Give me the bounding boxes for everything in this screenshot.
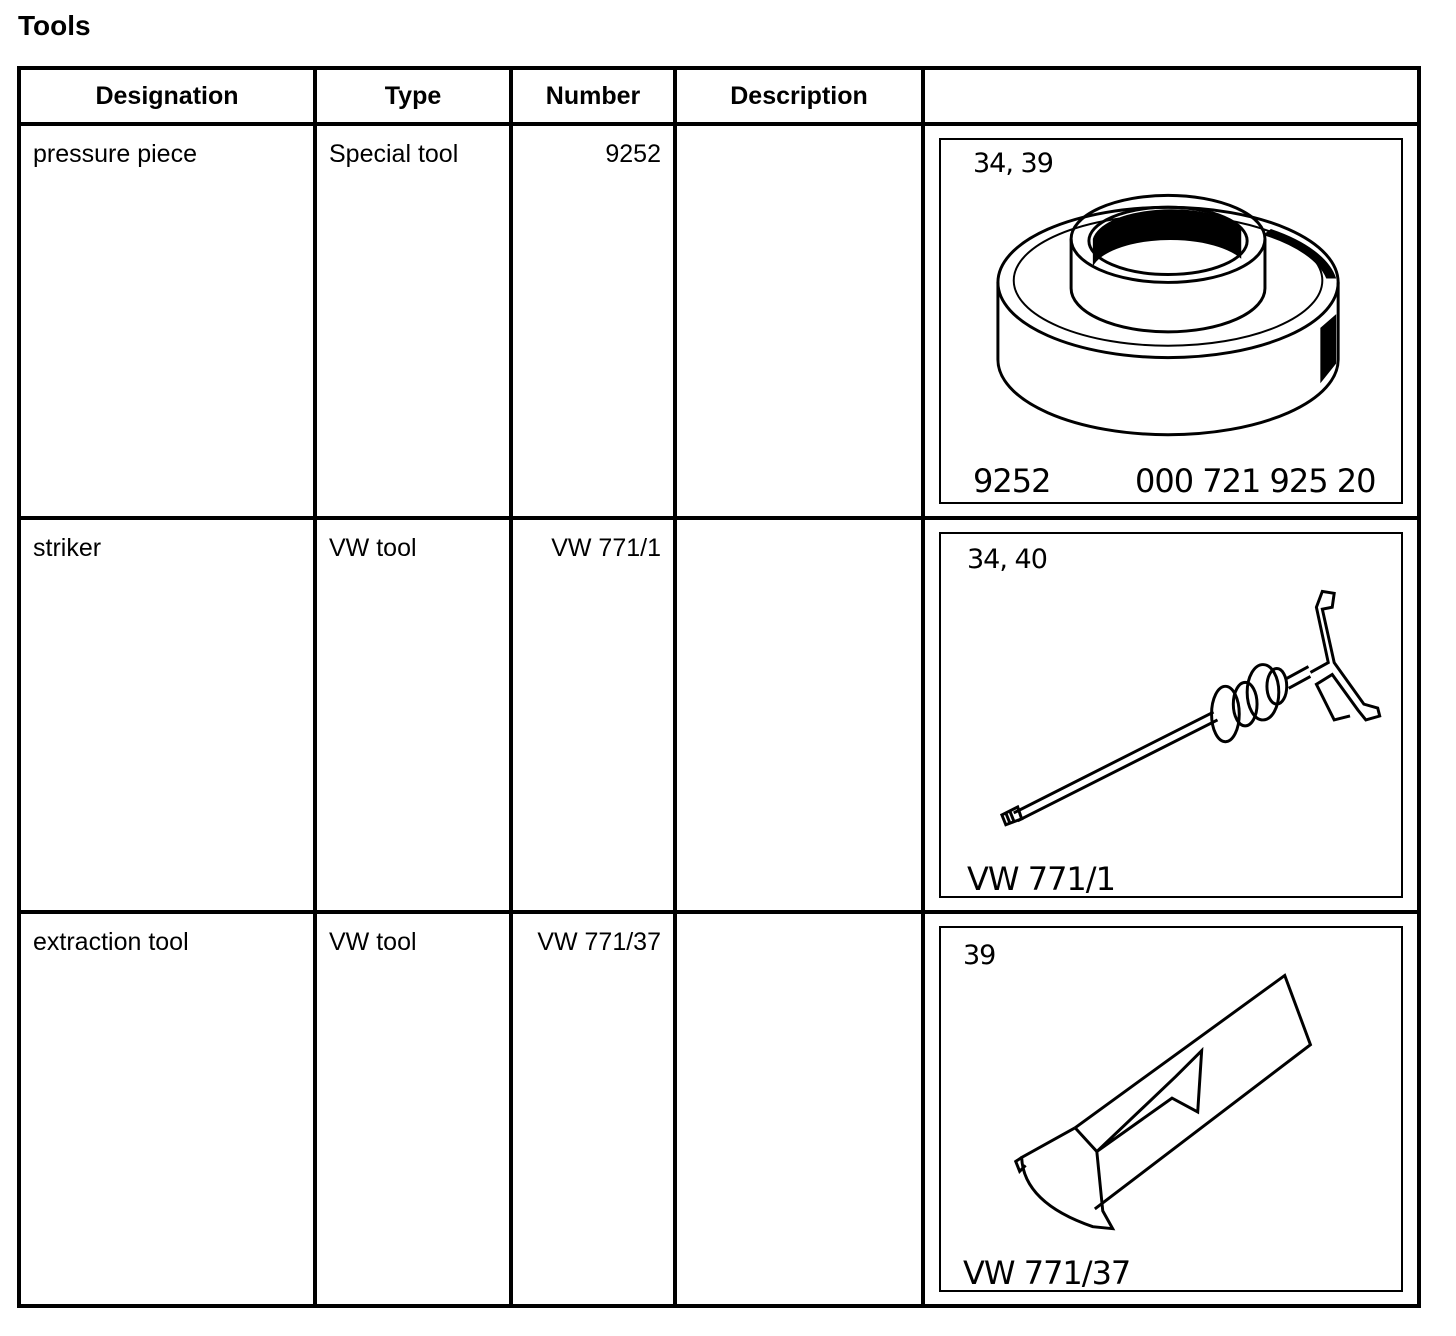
number-cell [511, 518, 675, 912]
column-header-description: Description [675, 68, 923, 124]
type-cell [315, 912, 511, 1306]
designation-cell [19, 518, 315, 912]
table-row [19, 912, 1419, 1306]
number-text: VW 771/1 [551, 534, 661, 562]
designation-text: extraction tool [33, 928, 189, 956]
description-text [677, 914, 921, 928]
designation-text: striker [33, 534, 102, 562]
page-title: Tools [18, 10, 91, 41]
figure-tool-id: 9252 [973, 462, 1051, 500]
pressure-piece-drawing-icon [941, 140, 1401, 502]
description-cell [675, 124, 923, 518]
description-text [677, 126, 921, 140]
type-cell [315, 518, 511, 912]
illustration-cell [923, 124, 1419, 518]
table-row [19, 518, 1419, 912]
number-cell [511, 124, 675, 518]
table-row [19, 124, 1419, 518]
description-cell [675, 518, 923, 912]
type-text: VW tool [329, 928, 417, 956]
designation-cell [19, 912, 315, 1306]
table-header-row [19, 68, 1419, 124]
type-text: Special tool [329, 140, 459, 168]
illustration-cell [923, 518, 1419, 912]
number-text: VW 771/37 [537, 928, 661, 956]
figure-reference: 34, 40 [967, 544, 1047, 575]
designation-cell [19, 124, 315, 518]
tool-figure [939, 926, 1403, 1292]
column-header-number: Number [511, 68, 675, 124]
column-header-designation: Designation [19, 68, 315, 124]
column-header-type: Type [315, 68, 511, 124]
tool-figure [939, 532, 1403, 898]
description-text [677, 520, 921, 534]
type-cell [315, 124, 511, 518]
figure-tool-id: VW 771/1 [967, 860, 1115, 898]
figure-reference: 39 [963, 940, 996, 971]
designation-text: pressure piece [33, 140, 197, 168]
type-text: VW tool [329, 534, 417, 562]
figure-part-number: 000 721 925 20 [1135, 462, 1376, 500]
figure-reference: 34, 39 [973, 148, 1053, 179]
column-header-illustration [923, 68, 1419, 124]
striker-drawing-icon [941, 534, 1401, 896]
tools-table [17, 66, 1421, 1308]
tool-figure [939, 138, 1403, 504]
illustration-cell [923, 912, 1419, 1306]
number-text: 9252 [605, 140, 661, 168]
extraction-tool-drawing-icon [941, 928, 1401, 1290]
description-cell [675, 912, 923, 1306]
figure-tool-id: VW 771/37 [963, 1254, 1131, 1292]
number-cell [511, 912, 675, 1306]
